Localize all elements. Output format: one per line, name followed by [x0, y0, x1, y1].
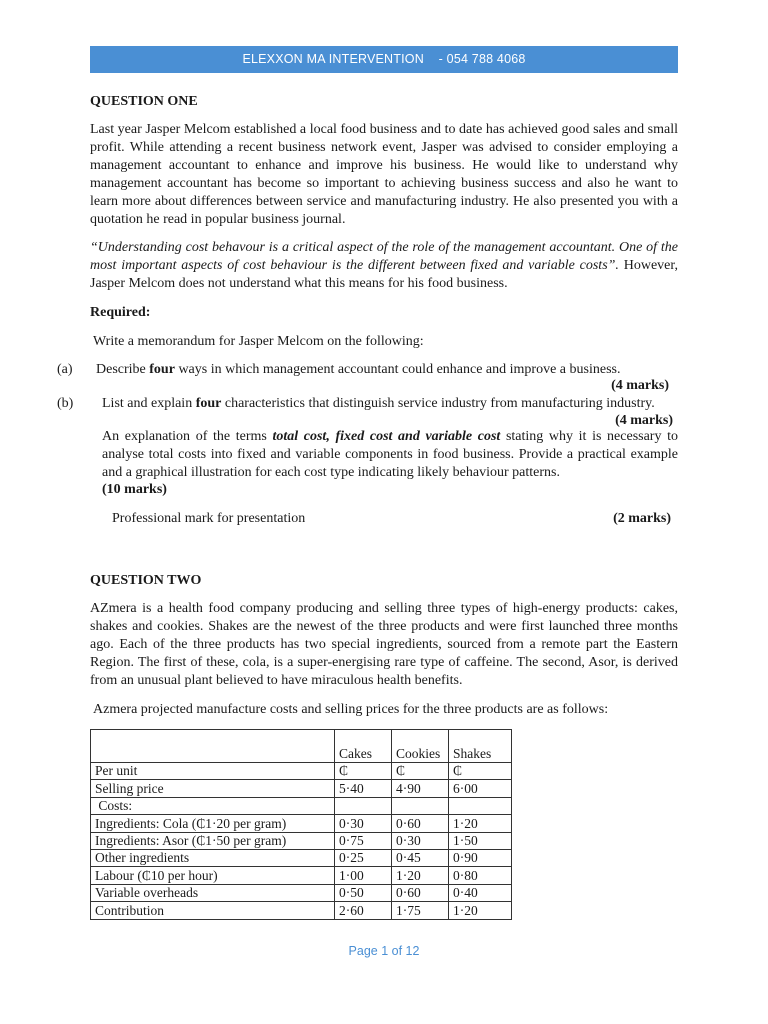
table-cell: Per unit: [91, 763, 335, 780]
table-cell: 6·00: [449, 780, 512, 797]
table-cell: [449, 797, 512, 814]
table-cell: Costs:: [91, 797, 335, 814]
b-post: characteristics that distinguish service industry from manufacturing industry.: [221, 396, 655, 411]
table-header-row: [91, 730, 512, 763]
table-row: [91, 797, 512, 814]
question-two-title: QUESTION TWO: [90, 573, 202, 588]
table-row: [91, 884, 512, 901]
a-bold: four: [149, 362, 175, 377]
b-bold: four: [195, 396, 222, 411]
table-cell: 0·50: [335, 884, 392, 901]
table-cell: 0·60: [392, 884, 449, 901]
c-post: stating why it is necessary to analyse total costs into fixed and variable components in food business. Provide a practical example and a graphical illustration for each cost type indicating likely behaviour patterns.: [102, 429, 678, 480]
quote-text: “Understanding cost behavour is a critical aspect of the role of the management accountant. One of the most important aspects of cost behaviour is the different between fixed and variable costs”.: [90, 240, 678, 273]
table-cell: Other ingredients: [91, 849, 335, 866]
table-cell: 0·75: [335, 832, 392, 849]
table-row: [91, 849, 512, 866]
instruction-text: Write a memorandum for Jasper Melcom on the following:: [93, 334, 424, 349]
table-row: [91, 763, 512, 780]
table-header-cell: Cookies: [392, 730, 449, 763]
quote-after-text: However, Jasper Melcom does not understand what this means for his food business.: [90, 258, 678, 291]
table-cell: Contribution: [91, 902, 335, 919]
table-cell: [335, 797, 392, 814]
quote-paragraph: [90, 239, 678, 293]
table-cell: 0·60: [392, 815, 449, 832]
table-cell: ₵: [449, 763, 512, 780]
table-cell: 0·25: [335, 849, 392, 866]
table-cell: 2·60: [335, 902, 392, 919]
question-two-paragraph: AZmera is a health food company producing and selling three types of high-energy products: cakes, shakes and cookies. Shakes are the newest of the three products and were first launched three months ago. Each of the three products has two special ingredients, sourced from a remote part the Eastern Region. The first of these, cola, is a super-energising rare type of caffeine. The second, Asor, is derived from an unusual plant believed to have miraculous health benefits.: [90, 601, 678, 688]
required-heading: Required:: [90, 305, 151, 320]
table-cell: Ingredients: Cola (₵1·20 per gram): [91, 815, 335, 832]
table-cell: 0·45: [392, 849, 449, 866]
table-cell: 0·30: [392, 832, 449, 849]
table-cell: [392, 797, 449, 814]
question-one-title: QUESTION ONE: [90, 94, 198, 109]
a-pre: Describe: [96, 362, 150, 377]
header-text: ELEXXON MA INTERVENTION - 054 788 4068: [242, 52, 526, 66]
question-one-paragraph: [90, 121, 678, 229]
table-cell: 4·90: [392, 780, 449, 797]
table-cell: 0·80: [449, 867, 512, 884]
table-cell: 0·90: [449, 849, 512, 866]
table-cell: 1·20: [449, 815, 512, 832]
professional-mark-text: Professional mark for presentation: [112, 511, 306, 526]
table-cell: 5·40: [335, 780, 392, 797]
table-row: [91, 867, 512, 884]
table-cell: Variable overheads: [91, 884, 335, 901]
q1-para1-text: Last year Jasper Melcom established a local food business and to date has achieved good sales and small profit. While attending a recent business network event, Jasper was advised to consider employing a management accountant to enhance and improve his business. He would like to understand why management accountant has become so important to achieving business success and also he want to learn more about differences between service and manufacturing industry. He also presented you with a quotation he read in popular business journal.: [90, 122, 678, 227]
table-cell: Ingredients: Asor (₵1·50 per gram): [91, 832, 335, 849]
table-header-cell: [91, 730, 335, 763]
item-a-label: (a): [57, 362, 73, 377]
table-cell: 1·50: [449, 832, 512, 849]
page-header-banner: [90, 46, 678, 73]
table-cell: Selling price: [91, 780, 335, 797]
table-cell: 1·75: [392, 902, 449, 919]
page-number: Page 1 of 12: [348, 944, 420, 958]
projection-intro: Azmera projected manufacture costs and selling prices for the three products are as follows:: [93, 702, 609, 717]
table-header-cell: Shakes: [449, 730, 512, 763]
table-row: [91, 815, 512, 832]
table-cell: 1·00: [335, 867, 392, 884]
c-pre: An explanation of the terms: [102, 429, 273, 444]
c-bold: total cost, fixed cost and variable cost: [272, 429, 501, 444]
table-cell: ₵: [335, 763, 392, 780]
item-a-marks: (4 marks): [611, 378, 669, 393]
item-b-marks: (4 marks): [615, 413, 673, 428]
item-b-text: [102, 395, 678, 413]
table-cell: 1·20: [449, 902, 512, 919]
table-cell: 0·30: [335, 815, 392, 832]
a-post: ways in which management accountant could enhance and improve a business.: [174, 362, 621, 377]
table-cell: ₵: [392, 763, 449, 780]
professional-marks: (2 marks): [613, 511, 671, 526]
table-header-cell: Cakes: [335, 730, 392, 763]
table-row: [91, 902, 512, 919]
table-cell: Labour (₵10 per hour): [91, 867, 335, 884]
item-c-text: [102, 428, 678, 482]
item-c-marks: (10 marks): [102, 482, 167, 497]
cost-table: [90, 729, 512, 920]
table-cell: 0·40: [449, 884, 512, 901]
item-b-label: (b): [57, 396, 74, 411]
b-pre: List and explain: [102, 396, 196, 411]
table-row: [91, 832, 512, 849]
table-row: [91, 780, 512, 797]
table-cell: 1·20: [392, 867, 449, 884]
